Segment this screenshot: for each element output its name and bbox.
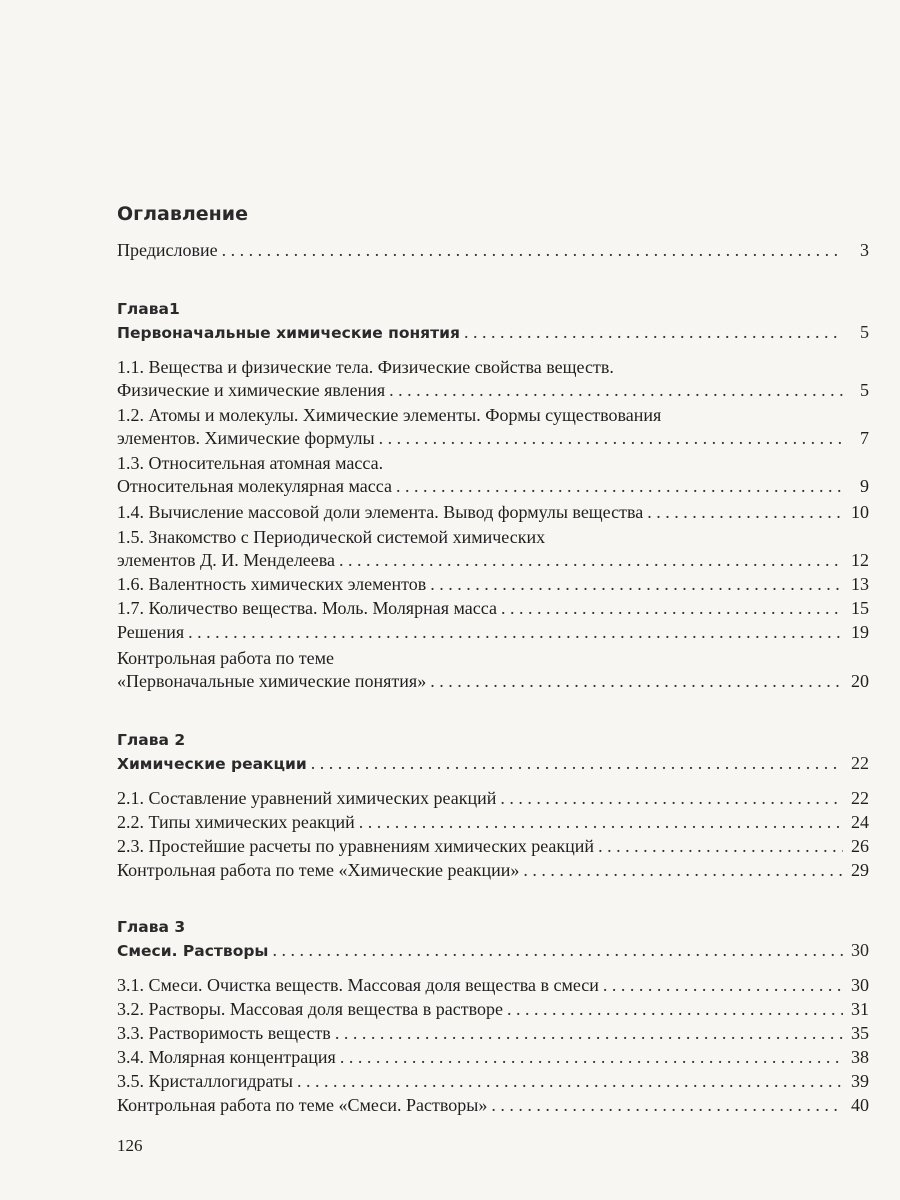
entry-text: Смеси. Растворы <box>117 942 269 960</box>
dot-leader <box>603 975 843 996</box>
entry-text: 1.3. Относительная атомная масса. <box>117 453 384 473</box>
toc-entry <box>117 1095 869 1119</box>
toc-entry <box>117 1071 869 1095</box>
entry-text: 3.3. Растворимость веществ <box>117 1023 331 1043</box>
entry-page: 15 <box>851 598 869 618</box>
dot-leader <box>647 502 843 523</box>
dot-leader <box>272 940 843 961</box>
entry-page: 38 <box>851 1047 869 1067</box>
entry-text: «Первоначальные химические понятия» <box>117 671 427 691</box>
toc-entry <box>117 788 869 812</box>
entry-page: 5 <box>860 322 869 342</box>
toc-entry <box>117 1047 869 1071</box>
entry-page: 24 <box>851 812 869 832</box>
entry-page: 22 <box>851 753 869 773</box>
entry-text: Химические реакции <box>117 755 307 773</box>
chapter-title <box>117 322 869 346</box>
toc-entry <box>117 836 869 860</box>
entry-text: Предисловие <box>117 240 218 260</box>
toc-entry <box>117 574 869 598</box>
entry-page: 9 <box>860 476 869 496</box>
entry-page: 39 <box>851 1071 869 1091</box>
entry-page: 31 <box>851 999 869 1019</box>
entry-page: 40 <box>851 1095 869 1115</box>
dot-leader <box>598 836 843 857</box>
entry-text: 1.6. Валентность химических элементов <box>117 574 427 594</box>
dot-leader <box>335 1023 843 1044</box>
entry-text: Физические и химические явления <box>117 380 386 400</box>
toc-entry <box>117 1023 869 1047</box>
dot-leader <box>523 860 843 881</box>
toc-entry <box>117 622 869 646</box>
toc-entry <box>117 812 869 836</box>
toc-title: Оглавление <box>117 203 248 225</box>
chapter-heading: Глава 3 <box>117 918 186 936</box>
entry-text: Первоначальные химические понятия <box>117 324 460 342</box>
dot-leader <box>507 999 843 1020</box>
entry-text: 1.1. Вещества и физические тела. Физические свойства веществ. <box>117 357 614 377</box>
toc-entry <box>117 428 869 452</box>
entry-text: 2.3. Простейшие расчеты по уравнениям химических реакций <box>117 836 595 856</box>
dot-leader <box>297 1071 843 1092</box>
dot-leader <box>379 428 843 449</box>
entry-text: Решения <box>117 622 185 642</box>
toc-entry <box>117 380 869 404</box>
entry-text: Контрольная работа по теме «Химические реакции» <box>117 860 520 880</box>
dot-leader <box>430 671 843 692</box>
entry-text: 1.7. Количество вещества. Моль. Молярная масса <box>117 598 497 618</box>
dot-leader <box>501 598 843 619</box>
entry-page: 12 <box>851 550 869 570</box>
entry-line <box>117 648 869 672</box>
toc-entry <box>117 860 869 884</box>
entry-text: 3.1. Смеси. Очистка веществ. Массовая доля вещества в смеси <box>117 975 599 995</box>
entry-line <box>117 357 869 381</box>
entry-page: 29 <box>851 860 869 880</box>
entry-text: 1.2. Атомы и молекулы. Химические элементы. Формы существования <box>117 405 662 425</box>
entry-line <box>117 453 869 477</box>
page-number: 126 <box>117 1136 143 1155</box>
entry-page: 13 <box>851 574 869 594</box>
chapter-heading: Глава1 <box>117 300 180 318</box>
entry-page: 3 <box>860 240 869 260</box>
entry-text: элементов. Химические формулы <box>117 428 375 448</box>
entry-page: 30 <box>851 975 869 995</box>
dot-leader <box>340 1047 843 1068</box>
dot-leader <box>311 753 843 774</box>
entry-text: элементов Д. И. Менделеева <box>117 550 336 570</box>
dot-leader <box>359 812 843 833</box>
chapter-title <box>117 753 869 777</box>
entry-text: 3.2. Растворы. Массовая доля вещества в растворе <box>117 999 504 1019</box>
entry-page: 20 <box>851 671 869 691</box>
entry-text: 1.4. Вычисление массовой доли элемента. Вывод формулы вещества <box>117 502 644 522</box>
entry-text: Относительная молекулярная масса <box>117 476 392 496</box>
entry-text: Контрольная работа по теме <box>117 648 335 668</box>
dot-leader <box>396 476 843 497</box>
toc-entry <box>117 598 869 622</box>
dot-leader <box>500 788 843 809</box>
dot-leader <box>188 622 843 643</box>
entry-line <box>117 405 869 429</box>
dot-leader <box>389 380 843 401</box>
entry-text: Контрольная работа по теме «Смеси. Растворы» <box>117 1095 488 1115</box>
entry-text: 1.5. Знакомство с Периодической системой химических <box>117 527 546 547</box>
chapter-title <box>117 940 869 964</box>
entry-text: 3.4. Молярная концентрация <box>117 1047 336 1067</box>
entry-page: 19 <box>851 622 869 642</box>
entry-page: 30 <box>851 940 869 960</box>
dot-leader <box>464 322 843 343</box>
entry-page: 22 <box>851 788 869 808</box>
entry-text: 3.5. Кристаллогидраты <box>117 1071 293 1091</box>
dot-leader <box>222 240 843 261</box>
dot-leader <box>339 550 843 571</box>
entry-page: 10 <box>851 502 869 522</box>
entry-line <box>117 527 869 551</box>
dot-leader <box>491 1095 843 1116</box>
entry-page: 35 <box>851 1023 869 1043</box>
entry-page: 7 <box>860 428 869 448</box>
toc-entry <box>117 550 869 574</box>
entry-text: 2.1. Составление уравнений химических реакций <box>117 788 497 808</box>
entry-page: 5 <box>860 380 869 400</box>
toc-entry <box>117 671 869 695</box>
dot-leader <box>430 574 843 595</box>
toc-entry <box>117 975 869 999</box>
toc-entry <box>117 502 869 526</box>
entry-text: 2.2. Типы химических реакций <box>117 812 355 832</box>
entry-page: 26 <box>851 836 869 856</box>
toc-entry <box>117 999 869 1023</box>
toc-entry-preface <box>117 240 869 264</box>
toc-entry <box>117 476 869 500</box>
chapter-heading: Глава 2 <box>117 731 186 749</box>
